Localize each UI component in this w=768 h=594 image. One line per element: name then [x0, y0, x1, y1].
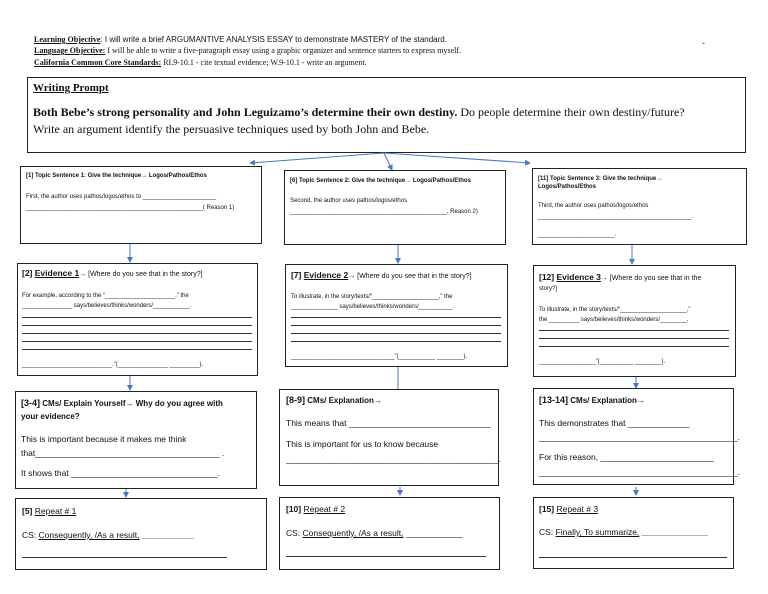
learning-objective: Learning Objective: I will write a brief ARGUMANTIVE ANALYSIS ESSAY to demonstrate MASTERY of the standard.	[34, 35, 447, 44]
topic-sentence-3-heading-line2: Logos/Pathos/Ethos	[538, 184, 597, 190]
topic-sentence-1-box	[20, 166, 262, 244]
evidence-1-line1: For example, according to the “_____________________,” the	[22, 293, 189, 299]
topic-sentence-3-line3: _______________________.	[538, 232, 617, 238]
commentary-1-line2: that_______________________________________ .	[21, 448, 225, 458]
repeat-2-box	[279, 497, 500, 570]
commentary-3-heading: [13-14] CMs/ Explanation→	[539, 395, 645, 405]
repeat-2-heading: [10] Repeat # 2	[286, 504, 346, 514]
evidence-3-line1: To illustrate, in the story/texts/“____________________,”	[539, 307, 691, 313]
repeat-2-sentence-starter: CS: Consequently, /As a result, ____________	[286, 528, 463, 538]
evidence-1-rule	[22, 341, 252, 342]
commentary-1-heading: [3-4] CMs/ Explain Yourself→ Why do you agree with	[21, 398, 223, 408]
topic-sentence-1-heading: [1] Topic Sentence 1: Give the technique→ Logos/Pathos/Ethos	[26, 173, 207, 179]
repeat-1-rule	[22, 557, 227, 558]
commentary-1-line3: It shows that _______________________________.	[21, 468, 220, 478]
evidence-2-heading: [7] Evidence 2→ [Where do you see that in the story?]	[291, 270, 472, 280]
language-objective: Language Objective: I will be able to write a five-paragraph essay using a graphic organizer and sentence starters to express myself.	[34, 46, 462, 55]
commentary-3-line2: __________________________________________.	[539, 432, 740, 442]
repeat-1-box	[15, 498, 267, 570]
evidence-2-line2: ______________ says/believes/thinks/wonders/__________.	[291, 304, 454, 310]
topic-sentence-2-line2: _______________________________________________, Reason 2)	[290, 209, 478, 215]
evidence-2-rule	[291, 317, 501, 318]
repeat-1-sentence-starter: CS: Consequently, /As a result, ___________	[22, 530, 194, 540]
repeat-3-sentence-starter: CS: Finally, To summarize, ______________	[539, 527, 708, 537]
repeat-3-box	[533, 497, 734, 569]
commentary-2-heading: [8-9] CMs/ Explanation→	[286, 395, 382, 405]
evidence-1-box	[17, 263, 258, 376]
repeat-3-rule	[539, 557, 727, 558]
commentary-1-heading-line2: your evidence?	[21, 412, 80, 421]
repeat-2-rule	[286, 556, 486, 557]
evidence-2-rule	[291, 325, 501, 326]
commentary-3-line3: For this reason, ________________________	[539, 452, 714, 462]
topic-sentence-2-heading: [6] Topic Sentence 2: Give the technique→ Logos/Pathos/Ethos	[290, 178, 471, 184]
topic-sentence-1-line2: _____________________________________________________( Reason 1)	[26, 205, 235, 211]
evidence-2-line1: To illustrate, in the story/texts/“____________________,” the	[291, 294, 453, 300]
writing-prompt-line2: Write an argument identify the persuasive techniques used by both John and Bebe.	[33, 122, 430, 136]
commentary-3-line1: This demonstrates that _____________	[539, 418, 690, 428]
evidence-2-box	[285, 264, 508, 367]
evidence-2-rule	[291, 333, 501, 334]
stray-dash: -	[702, 38, 705, 48]
topic-sentence-1-line1: First, the author uses pathos/logos/ethos to ______________________	[26, 194, 217, 200]
evidence-3-rule	[539, 346, 729, 347]
evidence-3-closing-line: _________________”(__________ ________).	[539, 359, 666, 365]
commentary-2-box	[279, 389, 502, 486]
commentary-2-line3: _____________________________________________.	[286, 454, 502, 464]
evidence-3-line2: the _________ says/believes/thinks/wonders/________,	[539, 317, 689, 323]
repeat-3-heading: [15] Repeat # 3	[539, 504, 599, 514]
topic-sentence-3-heading: [11] Topic Sentence 3: Give the technique→	[538, 176, 663, 182]
evidence-3-box	[533, 265, 736, 377]
commentary-1-line1: This is important because it makes me think	[21, 434, 187, 444]
topic-sentence-3-line2: ______________________________________________.	[538, 214, 694, 220]
commentary-2-line2: This is important for us to know because	[286, 439, 439, 449]
writing-prompt-line1: Both Bebe’s strong personality and John Leguizamo’s determine their own destiny. Do people determine their own destiny/future?	[33, 105, 685, 119]
topic-sentence-3-box	[532, 168, 747, 245]
evidence-2-rule	[291, 341, 501, 342]
commentary-2-line1: This means that ______________________________	[286, 418, 491, 428]
topic-sentence-2-line1: Second, the author uses pathos/logos/ethos	[290, 198, 408, 204]
commentary-1-box	[15, 391, 257, 489]
topic-sentence-3-line1: Third, the author uses pathos/logos/ethos	[538, 203, 649, 209]
commentary-3-line4: __________________________________________.	[539, 467, 740, 477]
topic-sentence-2-box	[284, 170, 506, 245]
evidence-1-rule	[22, 317, 252, 318]
evidence-3-rule	[539, 338, 729, 339]
evidence-1-line2: _______________ says/believes/thinks/wonders/___________.	[22, 303, 192, 309]
commentary-3-box	[533, 388, 740, 485]
evidence-1-rule	[22, 325, 252, 326]
repeat-1-heading: [5] Repeat # 1	[22, 506, 77, 516]
evidence-1-rule	[22, 333, 252, 334]
common-core-standards: California Common Core Standards: RI.9-10.1 - cite textual evidence; W.9-10.1 - write an argument.	[34, 58, 367, 67]
evidence-1-closing-line: ___________________________.”(_______________ _________).	[22, 362, 204, 368]
evidence-1-rule	[22, 349, 252, 350]
writing-prompt-title: Writing Prompt	[33, 82, 109, 94]
evidence-1-heading: [2] Evidence 1→ [Where do you see that in the story?]	[22, 268, 203, 278]
evidence-3-heading: [12] Evidence 3→ [Where do you see that in the	[539, 272, 702, 282]
evidence-3-heading-line2: story?]	[539, 286, 558, 292]
evidence-2-closing-line: _______________________________”(___________ ________).	[291, 354, 468, 360]
evidence-3-rule	[539, 330, 729, 331]
